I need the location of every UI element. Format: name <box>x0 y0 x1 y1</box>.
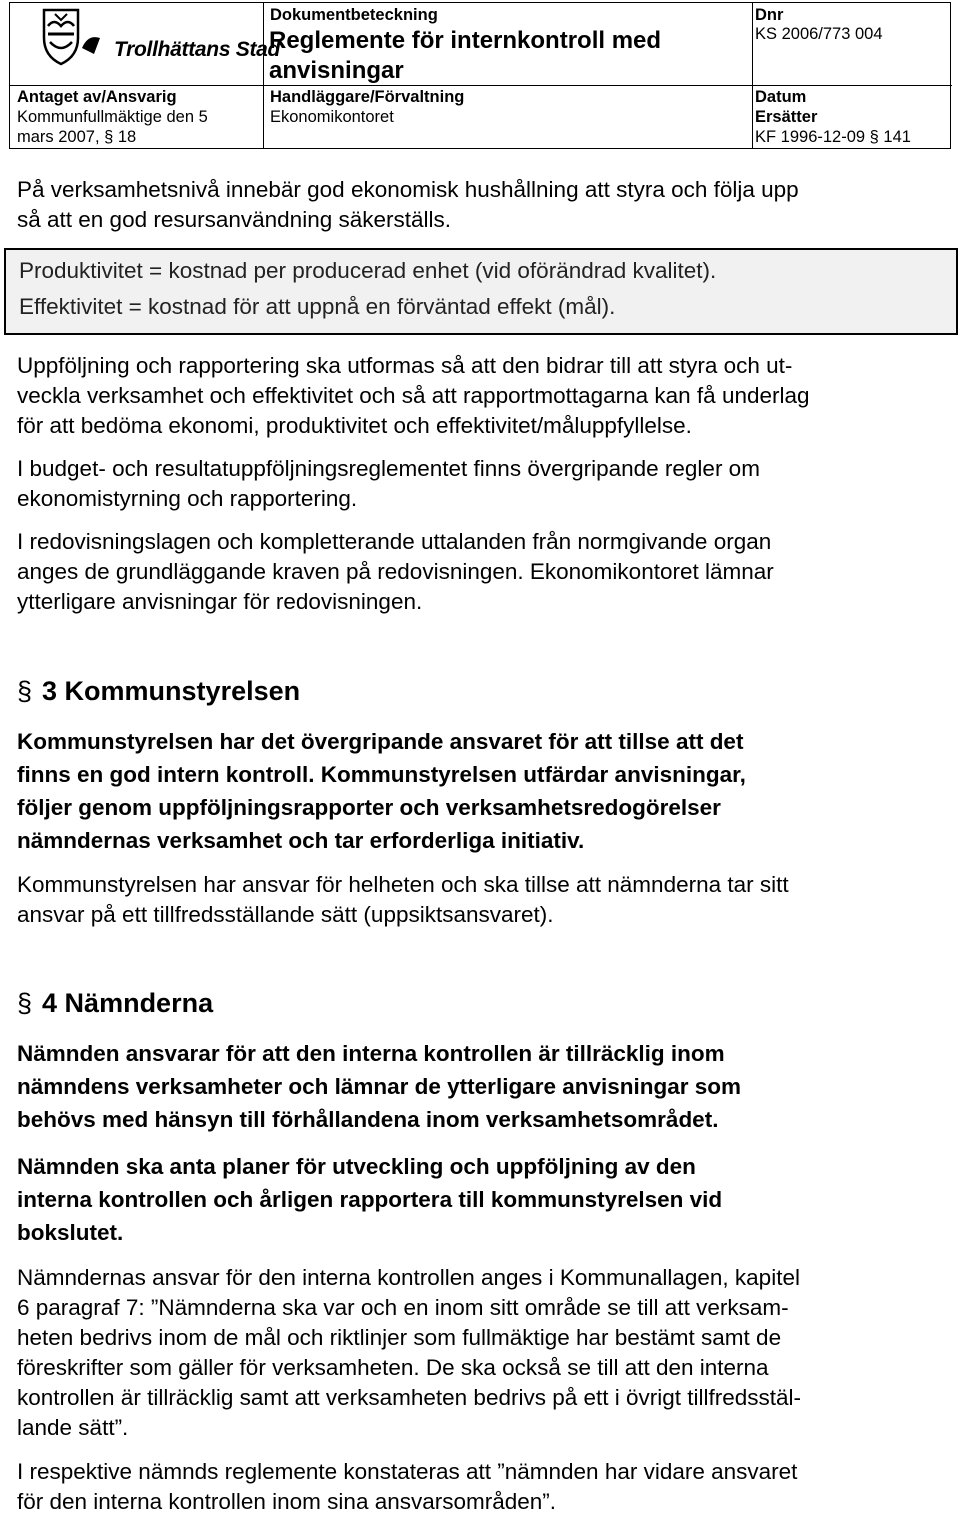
doc-title-line1: Reglemente för internkontroll med <box>269 27 662 54</box>
paragraph-accounting <box>17 527 947 617</box>
section-title: 4 Nämnderna <box>42 988 214 1018</box>
municipality-logo <box>30 4 281 68</box>
doc-title-line2: anvisningar <box>269 57 404 84</box>
logo-wordmark: Trollhättans Stad <box>114 38 281 61</box>
text-line: ytterligare anvisningar för redovisningen. <box>17 589 423 614</box>
text-line: I budget- och resultatuppföljningsreglementet finns övergripande regler om <box>17 456 760 481</box>
paragraph-sign: § <box>17 988 33 1018</box>
text-line: bokslutet. <box>17 1220 124 1245</box>
text-line: I redovisningslagen och kompletterande uttalanden från normgivande organ <box>17 529 772 554</box>
text-line: finns en god intern kontroll. Kommunstyrelsen utfärdar anvisningar, <box>17 762 746 787</box>
section-4-bold-paragraph-1 <box>17 1037 947 1136</box>
text-line: Nämndernas ansvar för den interna kontrollen anges i Kommunallagen, kapitel <box>17 1265 800 1290</box>
text-line: Uppföljning och rapportering ska utformas så att den bidrar till att styra och ut- <box>17 353 793 378</box>
text-line: nämndens verksamheter och lämnar de ytterligare anvisningar som <box>17 1074 742 1099</box>
date-label: Datum <box>755 88 807 106</box>
section-4-paragraph-2 <box>17 1457 947 1517</box>
text-line: lande sätt”. <box>17 1415 129 1440</box>
header-divider <box>10 85 263 86</box>
coat-of-arms-icon <box>44 10 78 64</box>
adopted-label: Antaget av/Ansvarig <box>17 88 177 106</box>
header-divider <box>752 85 952 86</box>
section-4-heading <box>17 988 213 1019</box>
section-4-paragraph-1 <box>17 1263 947 1443</box>
swoosh-icon <box>82 37 100 54</box>
paragraph-budget <box>17 454 947 514</box>
header-divider <box>263 85 752 86</box>
definition-box <box>4 248 958 335</box>
productivity-definition: Produktivitet = kostnad per producerad enhet (vid oförändrad kvalitet). <box>19 258 717 283</box>
text-line: för den interna kontrollen inom sina ansvarsområden”. <box>17 1489 557 1514</box>
text-line: heten bedrivs inom de mål och riktlinjer som fullmäktige har bestämt samt de <box>17 1325 782 1350</box>
doc-designation-label: Dokumentbeteckning <box>270 6 438 24</box>
paragraph-sign: § <box>17 676 33 706</box>
header-divider <box>752 3 753 148</box>
text-line: 6 paragraf 7: ”Nämnderna ska var och en inom sitt område se till att verksam- <box>17 1295 789 1320</box>
text-line: interna kontrollen och årligen rapportera till kommunstyrelsen vid <box>17 1187 723 1212</box>
text-line: Kommunstyrelsen har det övergripande ansvaret för att tillse att det <box>17 729 744 754</box>
text-line: följer genom uppföljningsrapporter och verksamhetsredogörelser <box>17 795 721 820</box>
section-4-bold-paragraph-2 <box>17 1150 947 1249</box>
section-3-bold-paragraph <box>17 725 947 857</box>
section-title: 3 Kommunstyrelsen <box>42 676 301 706</box>
dnr-label: Dnr <box>755 6 784 24</box>
handler-value: Ekonomikontoret <box>270 108 394 126</box>
text-line: Nämnden ska anta planer för utveckling och uppföljning av den <box>17 1154 696 1179</box>
text-line: På verksamhetsnivå innebär god ekonomisk hushållning att styra och följa upp <box>17 177 799 202</box>
handler-label: Handläggare/Förvaltning <box>270 88 465 106</box>
text-line: kontrollen är tillräcklig samt att verksamheten bedrivs på ett i övrigt tillfredsstäl- <box>17 1385 802 1410</box>
paragraph-follow-up <box>17 351 947 441</box>
replaces-label: Ersätter <box>755 108 818 126</box>
definition-text <box>19 256 949 322</box>
text-line: Kommunstyrelsen har ansvar för helheten och ska tillse att nämnderna tar sitt <box>17 872 789 897</box>
text-line: ansvar på ett tillfredsställande sätt (uppsiktsansvaret). <box>17 902 554 927</box>
text-line: nämndernas verksamhet och tar erforderliga initiativ. <box>17 828 585 853</box>
text-line: Nämnden ansvarar för att den interna kontrollen är tillräcklig inom <box>17 1041 725 1066</box>
section-3-paragraph <box>17 870 947 930</box>
text-line: föreskrifter som gäller för verksamheten. De ska också se till att den interna <box>17 1355 769 1380</box>
text-line: behövs med hänsyn till förhållandena inom verksamhetsområdet. <box>17 1107 719 1132</box>
adopted-line1: Kommunfullmäktige den 5 <box>17 108 208 126</box>
text-line: för att bedöma ekonomi, produktivitet och effektivitet/måluppfyllelse. <box>17 413 692 438</box>
text-line: ekonomistyrning och rapportering. <box>17 486 358 511</box>
adopted-line2: mars 2007, § 18 <box>17 128 137 146</box>
text-line: I respektive nämnds reglemente konstateras att ”nämnden har vidare ansvaret <box>17 1459 798 1484</box>
dnr-value: KS 2006/773 004 <box>755 25 883 43</box>
intro-paragraph <box>17 175 947 235</box>
section-3-heading <box>17 676 300 707</box>
replaces-value: KF 1996-12-09 § 141 <box>755 128 911 146</box>
text-line: veckla verksamhet och effektivitet och så att rapportmottagarna kan få underlag <box>17 383 810 408</box>
text-line: så att en god resursanvändning säkerställs. <box>17 207 452 232</box>
text-line: anges de grundläggande kraven på redovisningen. Ekonomikontoret lämnar <box>17 559 774 584</box>
effectivity-definition: Effektivitet = kostnad för att uppnå en förväntad effekt (mål). <box>19 294 616 319</box>
